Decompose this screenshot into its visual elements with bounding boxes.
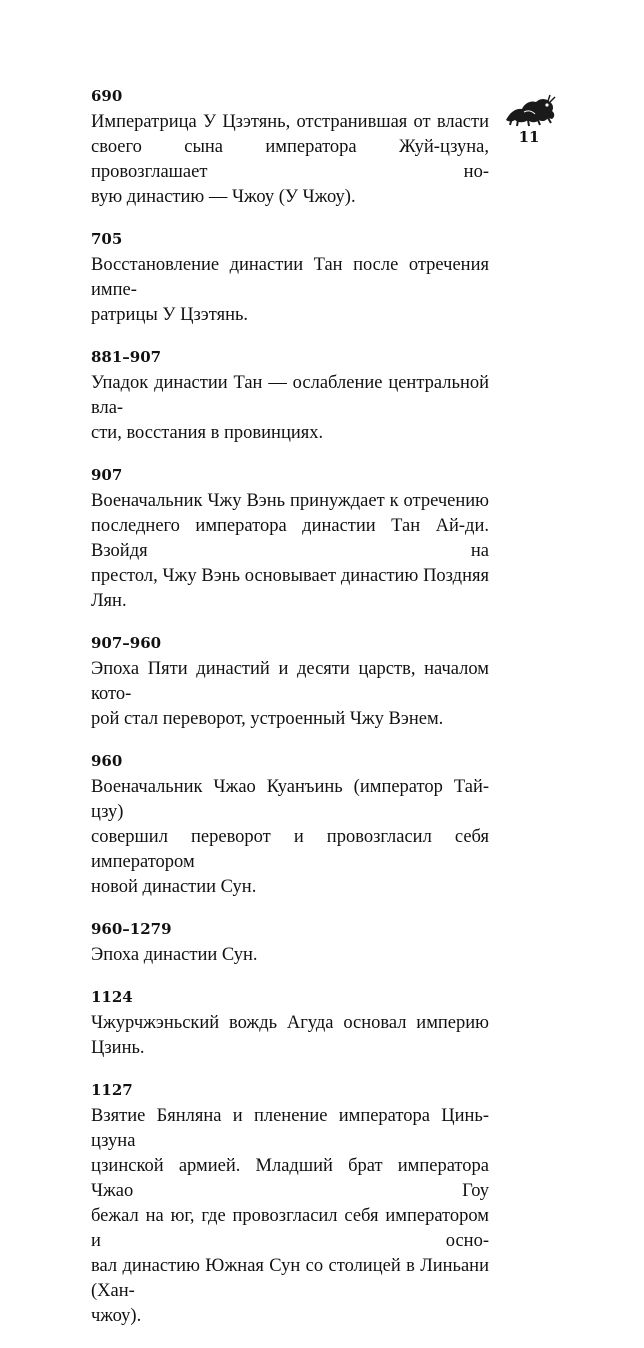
chronology-column <box>91 86 489 1348</box>
entry-line: Цзинь. <box>91 1038 145 1058</box>
entry-line: Военачальник Чжу Вэнь принуждает к отречению <box>91 491 489 511</box>
page-number: 11 <box>518 128 540 146</box>
entry-line: Чжурчжэньский вождь Агуда основал империю <box>91 1013 489 1033</box>
entry-year: 881–907 <box>91 348 162 366</box>
entry-line: Эпоха Пяти династий и десяти царств, началом кото- <box>91 659 489 704</box>
entry-description <box>91 1011 489 1061</box>
entry-description <box>91 775 489 900</box>
entry-description <box>91 253 489 328</box>
entry-line: своего сына императора Жуй-цзуна, провозглашает но- <box>91 137 489 182</box>
chronology-entry <box>91 86 489 210</box>
entry-description <box>91 1104 489 1329</box>
entry-year: 705 <box>91 230 123 248</box>
chronology-entry <box>91 919 489 968</box>
chronology-entry <box>91 751 489 900</box>
entry-line: последнего императора династии Тан Ай-ди. Взойдя на <box>91 516 489 561</box>
entry-line: чжоу). <box>91 1306 142 1326</box>
entry-year: 1124 <box>91 988 133 1006</box>
entry-year: 1127 <box>91 1081 133 1099</box>
chronology-entry <box>91 347 489 446</box>
chronology-entry <box>91 229 489 328</box>
entry-line: бежал на юг, где провозгласил себя императором и осно- <box>91 1206 489 1251</box>
chronology-entry <box>91 1080 489 1329</box>
entry-year: 960–1279 <box>91 920 172 938</box>
entry-description <box>91 110 489 210</box>
chronology-entry <box>91 465 489 614</box>
entry-year: 907 <box>91 466 123 484</box>
entry-year: 690 <box>91 87 123 105</box>
entry-line: престол, Чжу Вэнь основывает династию Поздняя Лян. <box>91 566 489 611</box>
entry-line: Восстановление династии Тан после отречения импе- <box>91 255 489 300</box>
entry-line: цзинской армией. Младший брат императора Чжао Гоу <box>91 1156 489 1201</box>
entry-year: 960 <box>91 752 123 770</box>
entry-line: Эпоха династии Сун. <box>91 945 258 965</box>
dragon-icon <box>504 90 556 130</box>
entry-line: вую династию — Чжоу (У Чжоу). <box>91 187 356 207</box>
entry-description <box>91 657 489 732</box>
entry-line: Императрица У Цзэтянь, отстранившая от власти <box>91 112 489 132</box>
entry-line: рой стал переворот, устроенный Чжу Вэнем. <box>91 709 444 729</box>
chronology-entry <box>91 987 489 1061</box>
entry-line: ратрицы У Цзэтянь. <box>91 305 249 325</box>
entry-line: Военачальник Чжао Куанъинь (император Тай-цзу) <box>91 777 489 822</box>
chronology-entry <box>91 633 489 732</box>
entry-description <box>91 371 489 446</box>
entry-line: Упадок династии Тан — ослабление центральной вла- <box>91 373 489 418</box>
entry-line: Взятие Бянляна и пленение императора Цинь-цзуна <box>91 1106 489 1151</box>
entry-line: вал династию Южная Сун со столицей в Линьани (Хан- <box>91 1256 489 1301</box>
entry-line: новой династии Сун. <box>91 877 257 897</box>
entry-year: 907–960 <box>91 634 162 652</box>
entry-description <box>91 943 489 968</box>
entry-line: сти, восстания в провинциях. <box>91 423 324 443</box>
entry-line: совершил переворот и провозгласил себя императором <box>91 827 489 872</box>
entry-description <box>91 489 489 614</box>
